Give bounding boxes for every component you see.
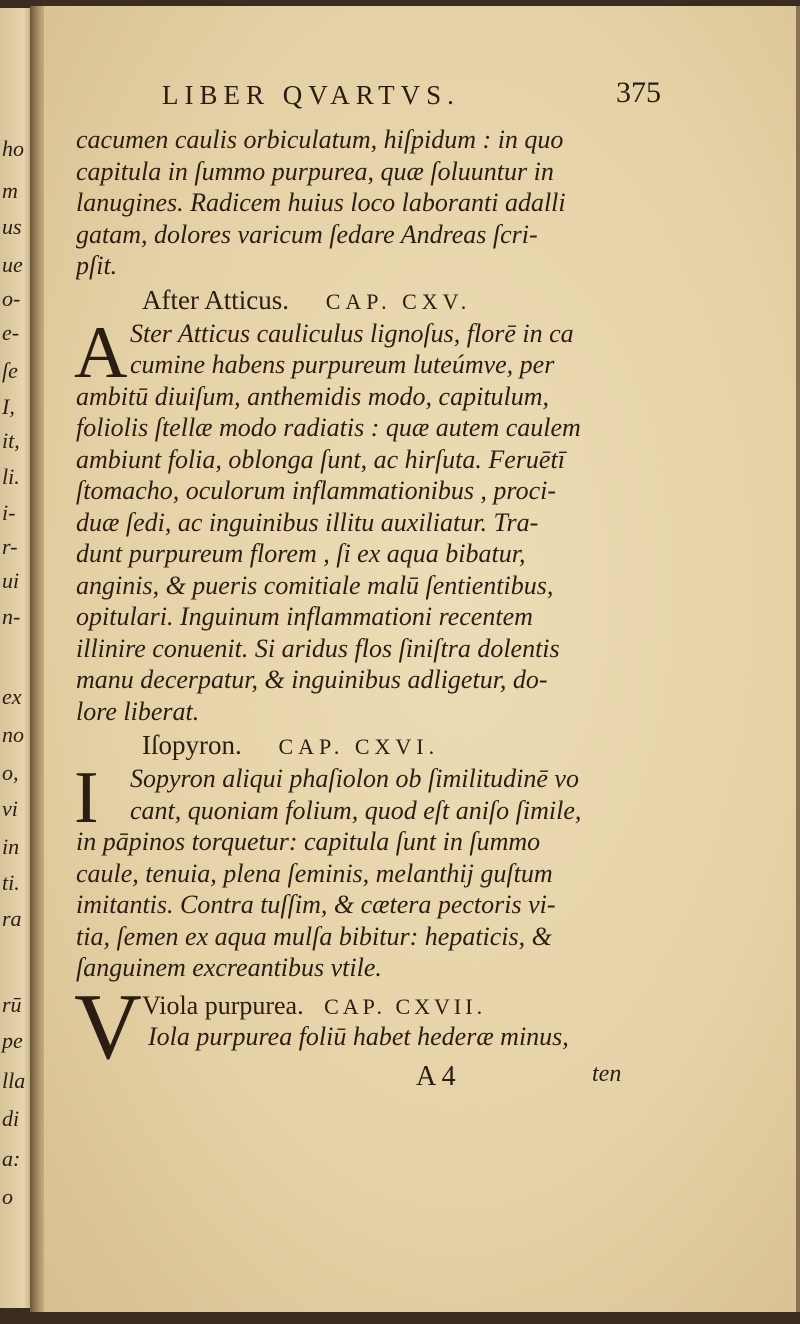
text-line: pſit. — [76, 251, 118, 280]
margin-fragment: di — [2, 1106, 20, 1131]
margin-fragment: us — [2, 214, 22, 239]
left-page-edge — [0, 8, 34, 1308]
margin-fragment: n- — [2, 604, 21, 629]
margin-fragment: ra — [2, 906, 22, 931]
chapter-heading-cxvi — [76, 727, 656, 763]
text-line: gatam, dolores varicum ſedare Andreas ſcri- — [76, 219, 538, 249]
text-line: opitulari. Inguinum inflammationi recentem — [76, 602, 533, 631]
margin-fragment: ho — [2, 136, 24, 161]
margin-fragment: vi — [2, 796, 18, 821]
drop-initial: A — [74, 311, 128, 394]
chapter-heading-cxvii — [76, 990, 656, 1022]
text-line: anginis, & pueris comitiale malū ſentientibus, — [76, 570, 554, 600]
drop-initial: V — [74, 974, 142, 1079]
margin-fragment: I, — [2, 394, 15, 419]
margin-fragment: ui — [2, 568, 20, 593]
margin-fragment: o — [2, 1184, 13, 1209]
chapter-title: Viola purpurea. — [142, 990, 304, 1020]
text-line: lore liberat. — [76, 696, 200, 726]
chapter-heading-cxv — [76, 282, 656, 318]
margin-fragment: li. — [2, 464, 20, 489]
chapter-title: After Atticus. — [142, 284, 289, 315]
text-line: tia, ſemen ex aqua mulſa bibitur: hepaticis, & — [76, 921, 552, 951]
text-line: cumine habens purpureum luteúmve, per — [130, 350, 555, 379]
margin-fragment: pe — [2, 1028, 23, 1053]
chapter-body-cxv — [74, 311, 656, 728]
text-line: ſanguinem excreantibus vtile. — [76, 953, 382, 982]
chapter-body-cxvi — [74, 757, 656, 984]
text-line: ambiunt folia, oblonga ſunt, ac hirſuta. Feruētī — [76, 444, 565, 474]
text-line: capitula in ſummo purpurea, quæ ſoluuntur in — [76, 156, 554, 186]
text-line: cant, quoniam folium, quod eſt aniſo ſimile, — [130, 795, 582, 825]
text-line: lanugines. Radicem huius loco laboranti adalli — [76, 188, 566, 217]
margin-fragment: ex — [2, 684, 22, 709]
margin-fragment: r- — [2, 534, 18, 559]
signature-mark: A 4 — [416, 1060, 456, 1092]
text-line: manu decerpatur, & inguinibus adligetur, do- — [76, 665, 548, 694]
intro-paragraph — [76, 124, 656, 282]
margin-fragment: a: — [2, 1146, 21, 1171]
margin-fragment: o, — [2, 760, 19, 785]
text-line: illinire conuenit. Si aridus flos ſiniſtra dolentis — [76, 633, 560, 663]
text-line: duæ ſedi, ac inguinibus illitu auxiliatur. Tra- — [76, 507, 539, 537]
margin-fragment: lla — [2, 1068, 26, 1093]
text-line: Ster Atticus cauliculus lignoſus, florē in ca — [130, 318, 574, 348]
text-line: cacumen caulis orbiculatum, hiſpidum : in quo — [76, 125, 564, 154]
text-line: ſtomacho, oculorum inflammationibus , proci- — [76, 476, 557, 505]
text-line: dunt purpureum florem , ſi ex aqua bibatur, — [76, 539, 526, 568]
margin-fragment: ue — [2, 252, 23, 277]
catchword: ten — [592, 1060, 622, 1087]
page-header — [76, 76, 661, 124]
page-number: 375 — [616, 76, 661, 109]
text-line: Iola purpurea foliū habet hederæ minus, — [148, 1022, 569, 1051]
text-line: in pāpinos torquetur: capitula ſunt in ſummo — [76, 827, 541, 856]
margin-fragment: rū — [2, 992, 22, 1017]
text-line: caule, tenuia, plena ſeminis, melanthij guſtum — [76, 858, 553, 888]
text-line: Sopyron aliqui phaſiolon ob ſimilitudinē vo — [130, 764, 579, 793]
chapter-number: CAP. CXVI. — [278, 734, 440, 759]
running-title: LIBER QVARTVS. — [162, 80, 460, 110]
margin-fragment: it, — [2, 428, 20, 453]
margin-fragment: i- — [2, 500, 16, 525]
margin-fragment: e- — [2, 320, 20, 345]
text-line: imitantis. Contra tuſſim, & cætera pectoris vi- — [76, 890, 556, 919]
margin-fragment: in — [2, 834, 20, 859]
chapter-number: CAP. CXVII. — [324, 993, 487, 1019]
margin-fragment: m — [2, 178, 18, 203]
margin-fragment: o- — [2, 286, 21, 311]
margin-fragment: no — [2, 722, 24, 747]
text-line: ambitū diuiſum, anthemidis modo, capitulum, — [76, 381, 550, 411]
page-content — [74, 76, 661, 1097]
right-page — [44, 6, 800, 1312]
drop-initial: I — [74, 757, 99, 839]
text-line: foliolis ſtellæ modo radiatis : quæ autem caulem — [76, 413, 581, 442]
margin-fragment: ti. — [2, 870, 20, 895]
chapter-number: CAP. CXV. — [325, 288, 472, 314]
page-footer — [76, 1057, 656, 1097]
margin-fragment: ſe — [2, 358, 18, 383]
chapter-title: Iſopyron. — [142, 730, 242, 760]
